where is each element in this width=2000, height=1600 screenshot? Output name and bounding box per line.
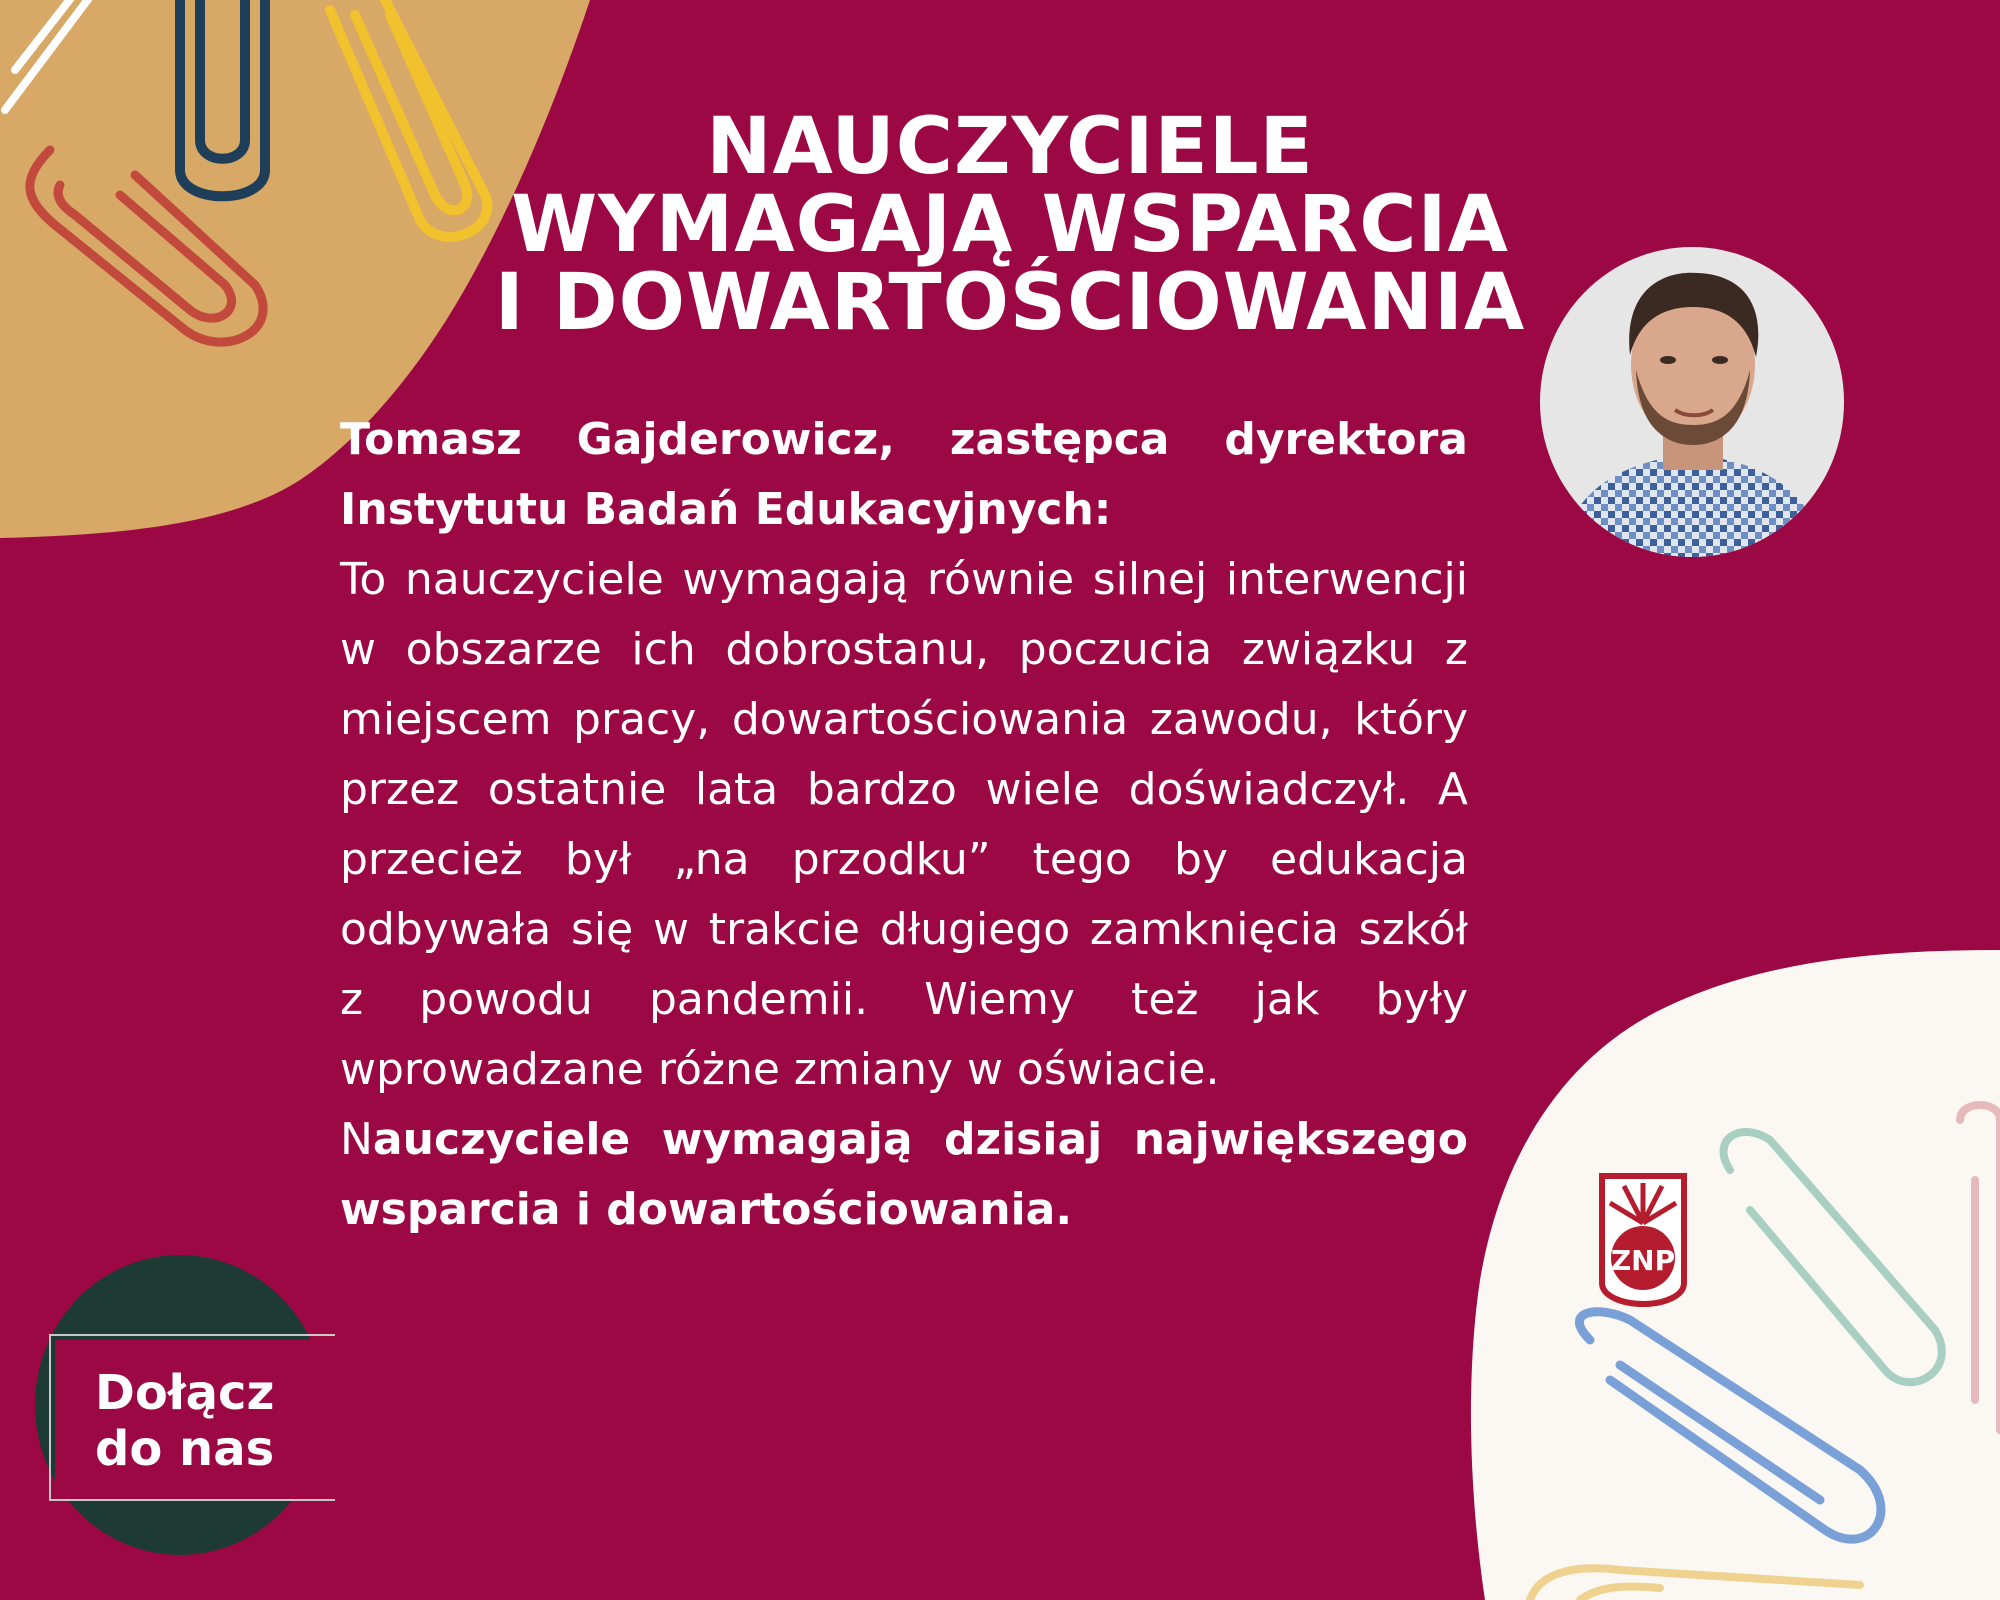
quote-body: To nauczyciele wymagają równie silnej interwencji w obszarze ich dobrostanu, poczucia związku z miejscem pracy, dowartościowania zawodu, który przez ostatnie lata bardzo wiele doświadczył. A przecież był „na przodku” tego by edukacja odbywała się w trakcie długiego zamknięcia szkół z powodu pandemii. Wiemy też jak były wprowadzane różne zmiany w oświacie.	[340, 554, 1468, 1095]
title-line-1: NAUCZYCIELE	[706, 102, 1314, 192]
page-title	[470, 102, 1550, 348]
conclusion-first-letter: N	[340, 1114, 373, 1165]
speaker-name-role: Tomasz Gajderowicz, zastępca dyrektora Instytutu Badań Edukacyjnych:	[340, 414, 1468, 535]
quote-block	[340, 405, 1468, 1245]
title-line-2: WYMAGAJĄ WSPARCIA	[511, 180, 1509, 270]
znp-logo-icon	[1594, 1168, 1692, 1308]
join-line-1: Dołącz	[95, 1365, 275, 1421]
znp-logo-text: ZNP	[1610, 1244, 1676, 1277]
title-line-3: I DOWARTOŚCIOWANIA	[494, 258, 1526, 348]
bottom-right-blob	[1471, 950, 2000, 1600]
portrait-photo	[1538, 245, 1846, 559]
conclusion-text: auczyciele wymagają dzisiaj największego wsparcia i dowartościowania.	[340, 1114, 1468, 1235]
join-us-link[interactable]	[95, 1365, 274, 1477]
join-line-2: do nas	[95, 1421, 275, 1477]
quote-conclusion	[340, 1105, 1468, 1245]
